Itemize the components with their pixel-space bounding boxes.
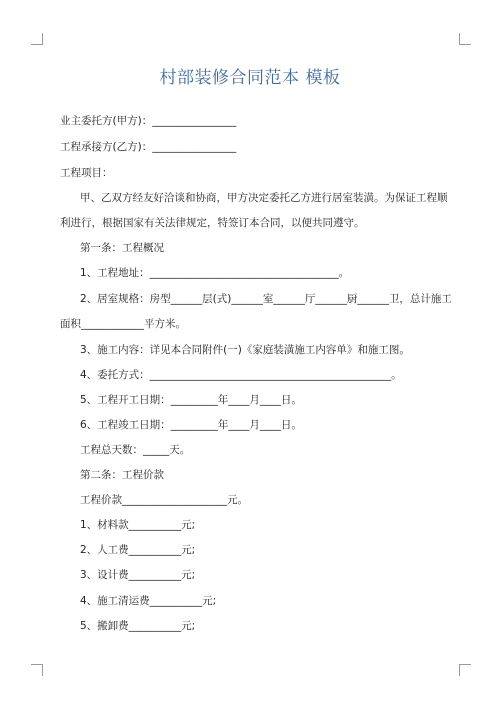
completion-date-line: 6、工程竣工日期：_________年____月____日。 — [80, 419, 302, 431]
total-days-line: 工程总天数：_____天。 — [80, 444, 191, 456]
project-label: 工程项目： — [60, 167, 113, 179]
crop-mark-top-right — [459, 33, 471, 45]
article-2-heading: 第二条：工程价款 — [80, 469, 164, 481]
crop-mark-bottom-right — [459, 664, 471, 676]
area-line: 面积____________平方米。 — [60, 318, 186, 330]
work-content-line: 3、施工内容：详见本合同附件(一)《家庭装潢施工内容单》和施工图。 — [80, 344, 410, 356]
client-party-line: 业主委托方(甲方)：________________ — [60, 115, 237, 127]
crop-mark-bottom-left — [31, 664, 43, 676]
intro-paragraph-line-1: 甲、乙双方经友好洽谈和协商，甲方决定委托乙方进行居室装潢。为保证工程顺 — [80, 192, 448, 204]
labor-fee-line: 2、人工费__________元; — [80, 544, 196, 556]
design-fee-line: 3、设计费__________元; — [80, 569, 196, 581]
room-spec-line: 2、居室规格：房型______层(式)______室______厅______厨______卫，总计施工 — [80, 293, 452, 305]
contractor-party-line: 工程承接方(乙方)：________________ — [60, 141, 237, 153]
cleanup-fee-line: 4、施工清运费__________元; — [80, 595, 217, 607]
intro-paragraph-line-2: 利进行，根据国家有关法律规定，特签订本合同，以便共同遵守。 — [60, 217, 365, 229]
crop-mark-top-left — [31, 33, 43, 45]
project-address-line: 1、工程地址：____________________________________。 — [80, 267, 350, 279]
material-fee-line: 1、材料款__________元; — [80, 519, 196, 531]
article-1-heading: 第一条：工程概况 — [80, 242, 164, 254]
start-date-line: 5、工程开工日期：_________年____月____日。 — [80, 394, 302, 406]
moving-fee-line: 5、搬卸费__________元; — [80, 620, 196, 632]
commission-method-line: 4、委托方式：______________________________________________。 — [80, 369, 402, 381]
document-title: 村部装修合同范本 模板 — [159, 68, 341, 88]
total-price-line: 工程价款____________________元。 — [80, 494, 248, 506]
